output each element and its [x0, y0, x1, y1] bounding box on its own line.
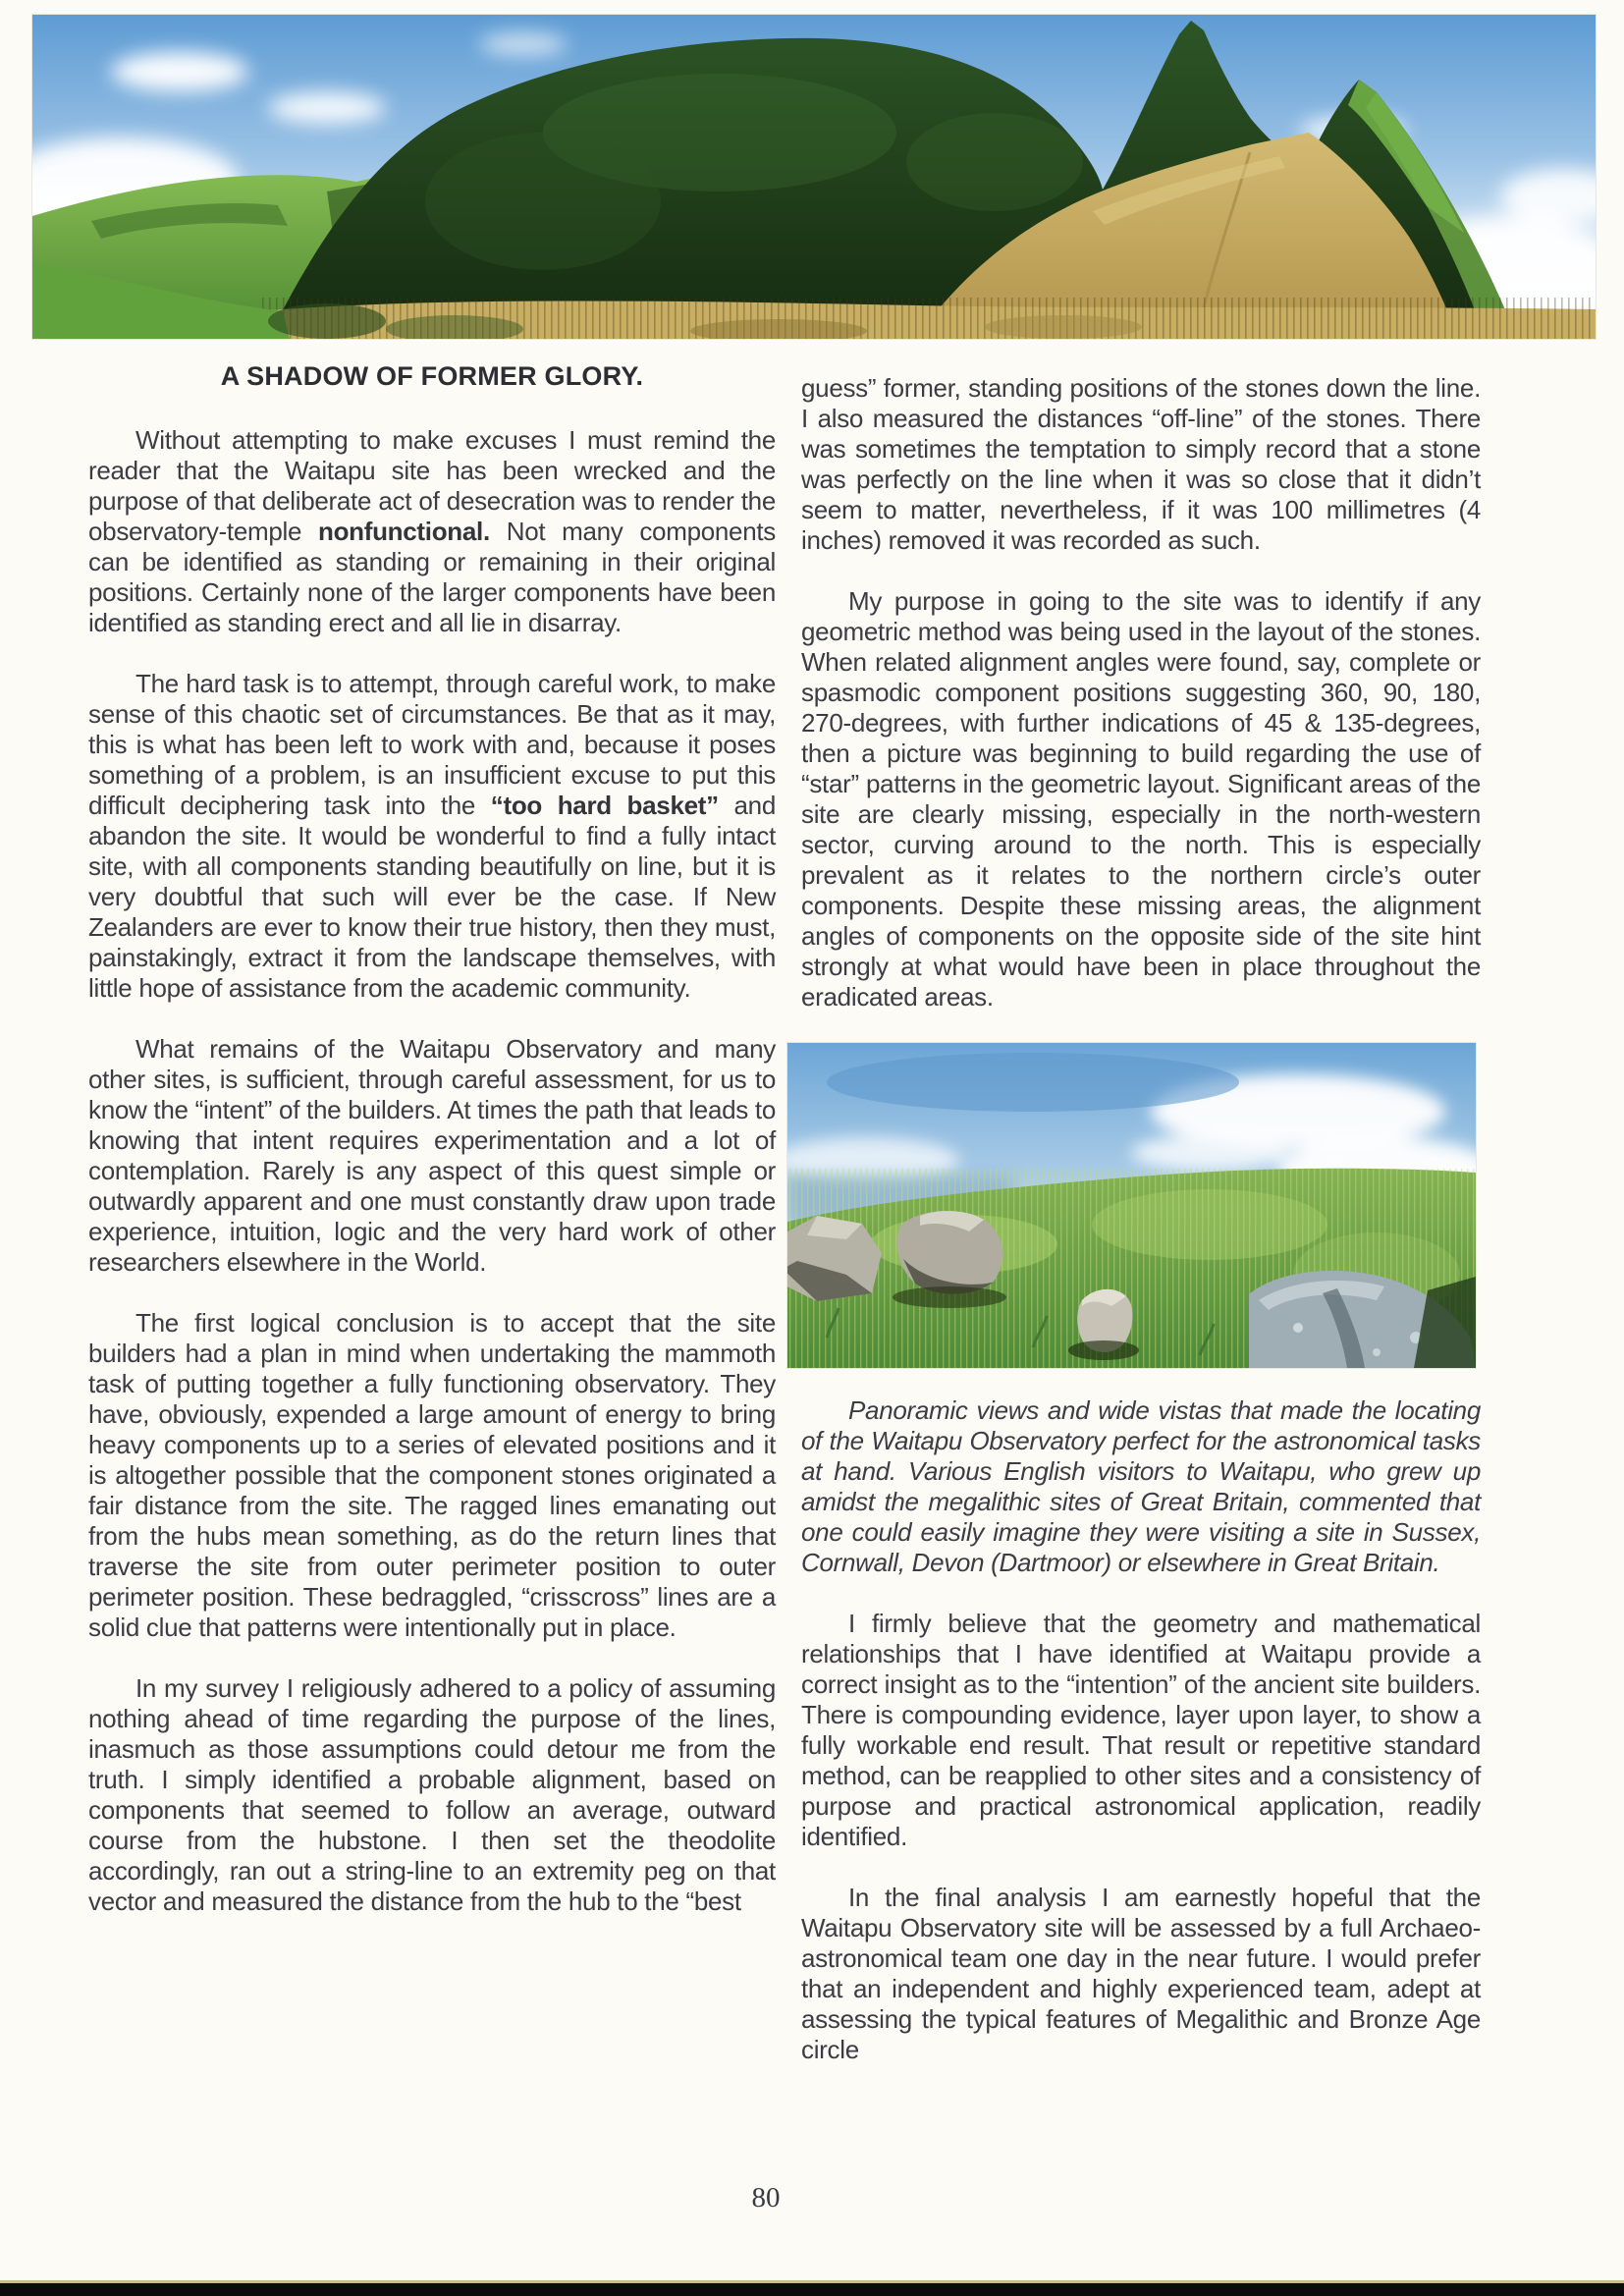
paragraph: What remains of the Waitapu Observatory and many other sites, is sufficient, through careful assessment, for us to know the “intent” of the builders. At times the path that leads to knowing that intent requires experimentation and a lot of contemplation. Rarely is any aspect of this quest simple or outwardly apparent and one must constantly draw upon trade experience, intuition, logic and the very hard work of other researchers elsewhere in the World.: [88, 1034, 776, 1277]
page-title: A SHADOW OF FORMER GLORY.: [220, 361, 644, 391]
boulder: [893, 1211, 1006, 1308]
paragraph: guess” former, standing positions of the stones down the line. I also measured the distances “off-line” of the stones. There was sometimes the temptation to simply record that a stone was perfectly on the line when it was so close that it didn’t seem to matter, nevertheless, if it was 100 millimetres (4 inches) removed it was recorded as such.: [801, 373, 1481, 555]
left-column: [88, 361, 776, 1947]
paragraph: In the final analysis I am earnestly hopeful that the Waitapu Observatory site will be assessed by a full Archaeo-astronomical team one day in the near future. I would prefer that an independent and highly experienced team, adept at assessing the typical features of Megalithic and Bronze Age circle: [801, 1883, 1481, 2064]
grassland-boulders-graphic: [787, 1043, 1476, 1368]
hill-landscape-graphic: [32, 15, 1596, 339]
paragraph: My purpose in going to the site was to identify if any geometric method was being used in the layout of the stones. When related alignment angles were found, say, complete or spasmodic component positions suggesting 360, 90, 180, 270-degrees, with further indications of 45 & 135-degrees, then a picture was beginning to build regarding the use of “star” patterns in the geometric layout. Significant areas of the site are clearly missing, especially in the north-western sector, curving around to the north. This is especially prevalent as it relates to the northern circle’s outer components. Despite these missing areas, the alignment angles of components on the opposite side of the site hint strongly at what would have been in place throughout the eradicated areas.: [801, 586, 1481, 1011]
inset-site-photo: [787, 1043, 1476, 1368]
right-column: [801, 373, 1481, 2096]
paragraph: The first logical conclusion is to accept that the site builders had a plan in mind when undertaking the mammoth task of putting together a fully functioning observatory. They have, obviously, expended a large amount of energy to bring heavy components up to a series of elevated positions and it is altogether possible that the component stones originated a fair distance from the site. The ragged lines emanating out from the hubs mean something, as do the return lines that traverse the site from outer perimeter position to outer perimeter position. These bedraggled, “crisscross” lines are a solid clue that patterns were intentionally put in place.: [88, 1308, 776, 1642]
photo-caption: Panoramic views and wide vistas that made the locating of the Waitapu Observatory perfect for the astronomical tasks at hand. Various English visitors to Waitapu, who grew up amidst the megalithic sites of Great Britain, commented that one could easily imagine they were visiting a site in Sussex, Cornwall, Devon (Dartmoor) or elsewhere in Great Britain.: [801, 1395, 1481, 1577]
scan-edge-strip: [0, 2280, 1624, 2296]
paragraph: Without attempting to make excuses I must remind the reader that the Waitapu site has been wrecked and the purpose of that deliberate act of desecration was to render the observatory-temple nonfunctional. Not many components can be identified as standing or remaining in their original positions. Certainly none of the larger components have been identified as standing erect and all lie in disarray.: [88, 425, 776, 637]
top-panorama-photo: [32, 15, 1596, 339]
paragraph: The hard task is to attempt, through careful work, to make sense of this chaotic set of circumstances. Be that as it may, this is what has been left to work with and, because it poses something of a problem, is an insufficient excuse to put this difficult deciphering task into the “too hard basket” and abandon the site. It would be wonderful to find a fully intact site, with all components standing beautifully on line, but it is very doubtful that such will ever be the case. If New Zealanders are ever to know their true history, then they must, painstakingly, extract it from the landscape themselves, with little hope of assistance from the academic community.: [88, 669, 776, 1003]
paragraph: I firmly believe that the geometry and mathematical relationships that I have identified at Waitapu provide a correct insight as to the “intention” of the ancient site builders. There is compounding evidence, layer upon layer, to show a fully workable end result. That result or repetitive standard method, can be reapplied to other sites and a consistency of purpose and practical astronomical application, readily identified.: [801, 1609, 1481, 1851]
page-number: 80: [751, 2182, 781, 2214]
paragraph: In my survey I religiously adhered to a policy of assuming nothing ahead of time regarding the purpose of the lines, inasmuch as those assumptions could detour me from the truth. I simply identified a probable alignment, based on components that seemed to follow an average, outward course from the hubstone. I then set the theodolite accordingly, ran out a string-line to an extremity peg on that vector and measured the distance from the hub to the “best: [88, 1673, 776, 1916]
